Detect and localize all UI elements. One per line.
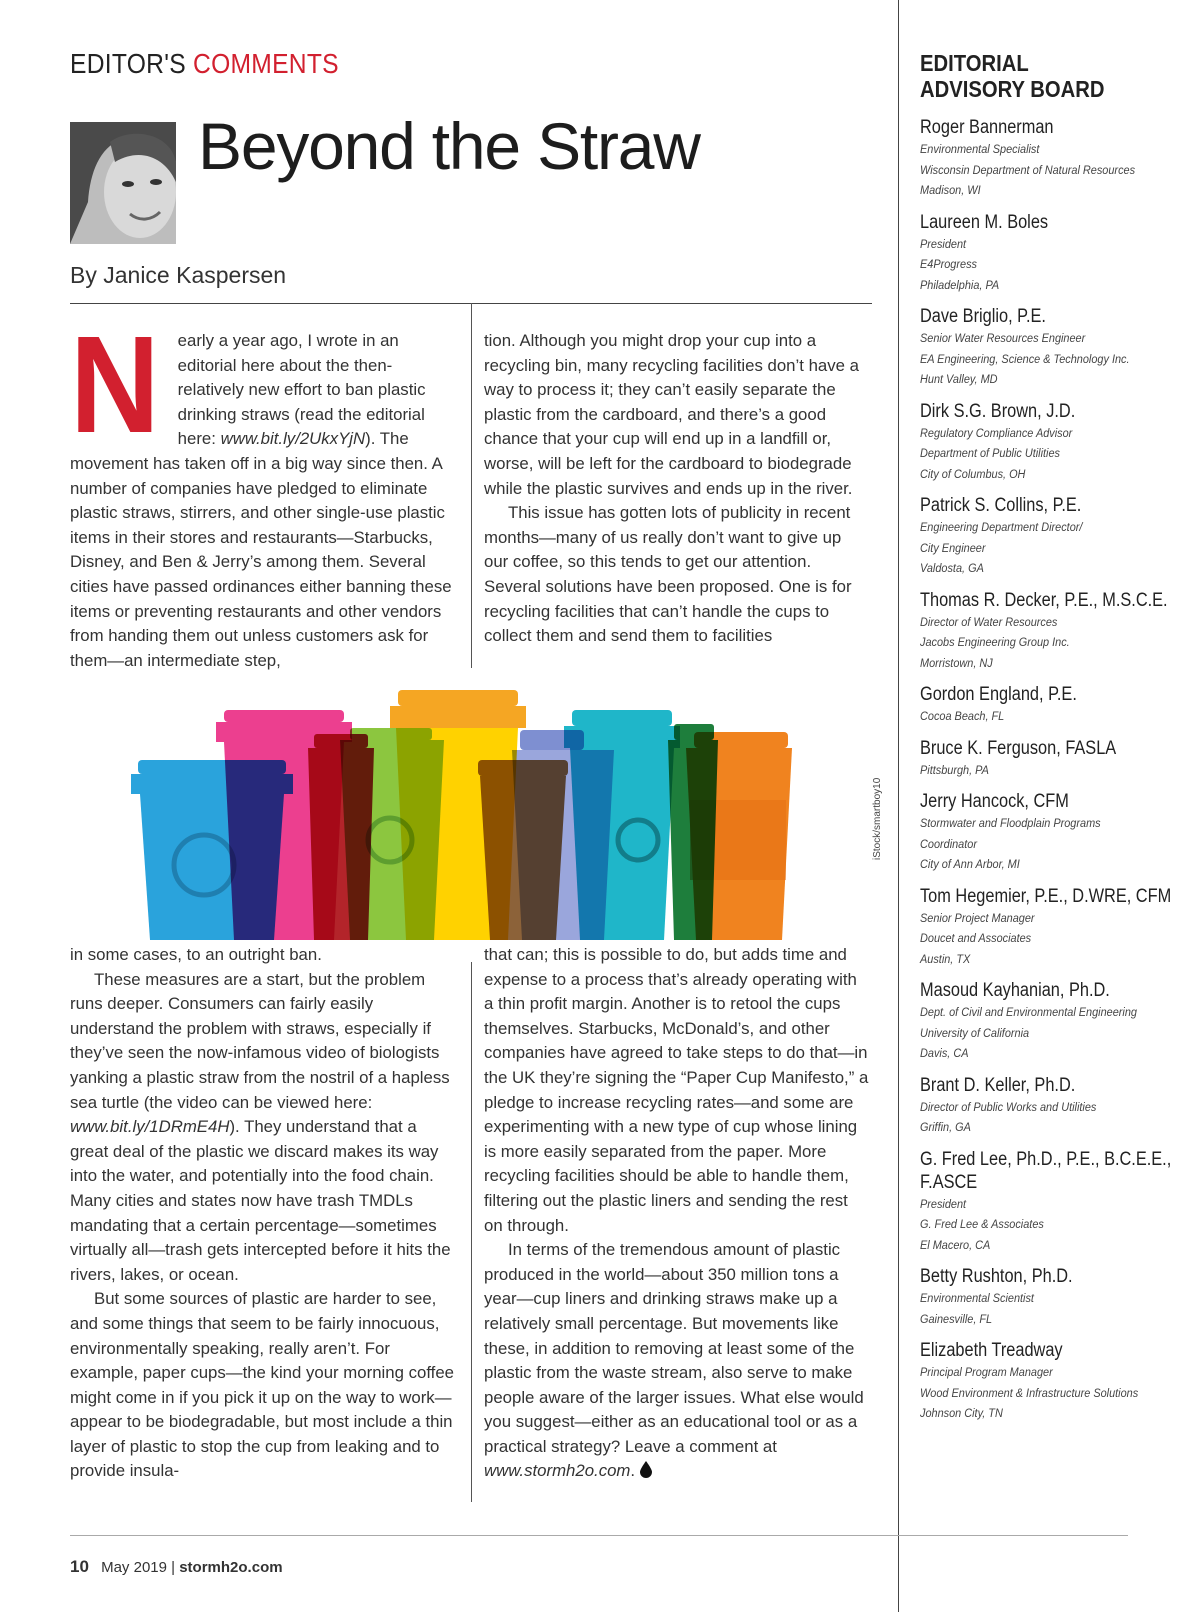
board-member: [920, 1148, 1190, 1256]
board-member-name: Tom Hegemier, P.E., D.WRE, CFM: [920, 885, 1172, 907]
paragraph: that can; this is possible to do, but adds time and expense to a process that’s already operating with a thin profit margin. Another is to retool the cups themselves. Starbucks, McDonald’s, and other companies have agreed to take steps to do that—in the UK they’re signing the “Paper Cup Manifesto,” a pledge to increase recycling rates—and some are experimenting with a new type of cup whose lining is more easily separated from the paper. More recycling facilities should be able to handle them, filtering out the plastic liners and sending the rest on through.: [484, 945, 869, 1235]
paragraph: [70, 968, 455, 1288]
article-column-3: [70, 943, 455, 1484]
board-member: [920, 494, 1190, 579]
board-member: [920, 885, 1190, 970]
website-link[interactable]: www.stormh2o.com: [484, 1461, 631, 1481]
board-member-detail: Madison, WI: [920, 183, 981, 197]
board-member-detail: University of California: [920, 1025, 1030, 1040]
board-member-detail: Senior Water Resources Engineer: [920, 331, 1086, 345]
board-member-name: Thomas R. Decker, P.E., M.S.C.E.: [920, 589, 1168, 611]
footer-separator: |: [171, 1559, 176, 1576]
board-member: [920, 400, 1190, 485]
board-member-detail: Griffin, GA: [920, 1120, 971, 1134]
board-member-detail: Dept. of Civil and Environmental Engineering: [920, 1005, 1137, 1019]
article-column-4: [484, 943, 869, 1484]
paragraph: tion. Although you might drop your cup into a recycling bin, many recycling facilities don’t have a way to process it; they can’t easily separate the plastic from the cardboard, and there’s a good chance that your cup will end up in a landfill or, worse, will be left for the cardboard to biodegrade while the plastic survives and ends up in the river.: [484, 331, 859, 498]
article-column-1: [70, 308, 455, 673]
board-member-detail: Wisconsin Department of Natural Resources: [920, 162, 1136, 177]
board-member: [920, 305, 1190, 390]
board-member: [920, 737, 1190, 781]
board-member-detail: EA Engineering, Science & Technology Inc.: [920, 351, 1130, 366]
board-member-detail: City of Columbus, OH: [920, 466, 1026, 481]
board-member-detail: Regulatory Compliance Advisor: [920, 425, 1073, 440]
board-member-detail: Hunt Valley, MD: [920, 372, 998, 386]
board-member-detail: Johnson City, TN: [920, 1406, 1003, 1420]
board-member-name: Laureen M. Boles: [920, 211, 1049, 233]
title-line: ADVISORY BOARD: [920, 76, 1105, 102]
board-member-detail: G. Fred Lee & Associates: [920, 1217, 1044, 1231]
board-member-name: G. Fred Lee, Ph.D., P.E., B.C.E.E., F.ASCE: [920, 1148, 1172, 1193]
board-member-detail: City of Ann Arbor, MI: [920, 857, 1020, 871]
column-divider-lower: [471, 962, 472, 1502]
page-footer: [70, 1557, 283, 1577]
water-drop-icon: [640, 1461, 652, 1480]
board-member-detail: E4Progress: [920, 257, 977, 271]
page-number: 10: [70, 1557, 89, 1576]
board-member-detail: Gainesville, FL: [920, 1311, 993, 1326]
board-member-detail: Cocoa Beach, FL: [920, 709, 1005, 723]
section-label: [70, 48, 339, 80]
bottom-rule: [70, 1535, 1128, 1536]
paragraph: in some cases, to an outright ban.: [70, 945, 322, 964]
article-column-2: [484, 329, 869, 649]
board-member-detail: President: [920, 236, 967, 251]
board-member-detail: Senior Project Manager: [920, 910, 1035, 925]
board-member-detail: Morristown, NJ: [920, 655, 993, 670]
board-member-detail: El Macero, CA: [920, 1237, 991, 1252]
board-member-name: Roger Bannerman: [920, 117, 1054, 138]
board-member: [920, 683, 1190, 727]
board-member: [920, 1265, 1190, 1329]
board-member: [920, 116, 1190, 201]
text-span: ). They understand that a great deal of the plastic we discard makes its way into the water, and potentially into the food chain. Many cities and states now have trash TMDLs mandating that a certain percentage—sometimes virtually all—trash gets intercepted before it hits the rivers, lakes, or ocean.: [70, 1117, 451, 1284]
board-member: [920, 979, 1190, 1064]
board-member-detail: Director of Public Works and Utilities: [920, 1099, 1097, 1114]
coffee-cups-illustration: [128, 690, 800, 942]
board-member-detail: Environmental Specialist: [920, 142, 1040, 156]
text-span: early a year ago, I wrote in an editorial here about the then-relatively new effort to ban plastic drinking straws (read the editorial here:: [177, 331, 426, 449]
board-member-name: Brant D. Keller, Ph.D.: [920, 1074, 1076, 1096]
editorial-link[interactable]: www.bit.ly/2UkxYjN: [220, 429, 366, 449]
title-line: EDITORIAL: [920, 50, 1029, 76]
board-member-detail: Coordinator: [920, 836, 977, 851]
board-member-detail: Doucet and Associates: [920, 931, 1032, 945]
board-member: [920, 589, 1190, 674]
text-span: ). The movement has taken off in a big way since then. A number of companies have pledged to eliminate plastic straws, stirrers, and other single-use plastic items in their stores and restaurants—Starbucks, Disney, and Ben & Jerry’s among them. Several cities have passed ordinances either banning these items or preventing restaurants and other vendors from handing them out unless customers ask for them—an intermediate step,: [70, 429, 452, 670]
paragraph: But some sources of plastic are harder to see, and some things that seem to be fairly innocuous, environmentally speaking, really aren’t. For example, paper cups—the kind your morning coffee might come in if you pick it up on the way to work—appear to be biodegradable, but most include a thin layer of plastic to stop the cup from leaking and to provide insula-: [70, 1289, 455, 1481]
text-span: These measures are a start, but the problem runs deeper. Consumers can fairly easily understand the problem with straws, especially if they’ve seen the now-infamous video of biologists yanking a plastic straw from the nostril of a hapless sea turtle (the video can be viewed here:: [70, 969, 450, 1112]
column-divider-upper: [471, 303, 472, 668]
section-label-black: EDITOR'S: [70, 48, 194, 79]
board-member-name: Dirk S.G. Brown, J.D.: [920, 400, 1076, 422]
board-member-name: Jerry Hancock, CFM: [920, 791, 1069, 812]
author-photo: [70, 122, 176, 244]
board-member-detail: Pittsburgh, PA: [920, 762, 989, 777]
board-member-name: Bruce K. Ferguson, FASLA: [920, 737, 1117, 759]
board-member-name: Betty Rushton, Ph.D.: [920, 1266, 1073, 1287]
board-member-name: Dave Briglio, P.E.: [920, 306, 1046, 327]
board-member: [920, 1074, 1190, 1138]
advisory-board-title: [920, 50, 1158, 102]
text-span: In terms of the tremendous amount of plastic produced in the world—about 350 million tons a year—cup liners and drinking straws make up a relatively small percentage. But movements like these, in addition to removing at least some of the plastic from the waste stream, also serve to make people aware of the larger issues. What else would you suggest—either as an educational tool or as a practical strategy? Leave a comment at: [484, 1240, 864, 1456]
board-member-detail: Stormwater and Floodplain Programs: [920, 816, 1101, 830]
board-member-list: [920, 116, 1190, 1424]
board-member-detail: President: [920, 1196, 967, 1211]
article-title: Beyond the Straw: [198, 109, 700, 183]
board-member-detail: Department of Public Utilities: [920, 446, 1060, 460]
board-member-detail: Valdosta, GA: [920, 561, 984, 575]
advisory-board-sidebar: [920, 50, 1190, 1434]
board-member: [920, 211, 1190, 296]
board-member-detail: Director of Water Resources: [920, 614, 1058, 629]
board-member-name: Gordon England, P.E.: [920, 684, 1077, 705]
board-member-name: Elizabeth Treadway: [920, 1340, 1063, 1361]
board-member-detail: Wood Environment & Infrastructure Solutions: [920, 1385, 1139, 1400]
sidebar-divider: [898, 0, 899, 1612]
board-member-name: Patrick S. Collins, P.E.: [920, 495, 1082, 516]
board-member-detail: Principal Program Manager: [920, 1365, 1053, 1379]
board-member-detail: Engineering Department Director/: [920, 520, 1083, 534]
board-member-detail: Austin, TX: [920, 951, 971, 966]
board-member: [920, 1339, 1190, 1424]
article-byline: By Janice Kaspersen: [70, 262, 287, 288]
board-member-detail: Environmental Scientist: [920, 1291, 1034, 1305]
drop-cap: N: [70, 308, 160, 462]
board-member-detail: City Engineer: [920, 540, 986, 555]
photo-credit: iStock/smartboy10: [872, 777, 883, 860]
paragraph: This issue has gotten lots of publicity in recent months—many of us really don’t want to give up our coffee, so this tends to get our attention. Several solutions have been proposed. One is for recycling facilities that can’t handle the cups to collect them and send them to facilities: [484, 503, 852, 646]
paragraph: [484, 1238, 869, 1484]
board-member: [920, 790, 1190, 875]
board-member-name: Masoud Kayhanian, Ph.D.: [920, 980, 1110, 1001]
text-span: .: [630, 1461, 636, 1481]
footer-site[interactable]: stormh2o.com: [179, 1559, 283, 1576]
board-member-detail: Philadelphia, PA: [920, 277, 1000, 292]
board-member-detail: Jacobs Engineering Group Inc.: [920, 635, 1070, 649]
section-label-red: COMMENTS: [193, 48, 339, 79]
issue-date: May 2019: [101, 1559, 167, 1576]
board-member-detail: Davis, CA: [920, 1046, 969, 1060]
video-link[interactable]: www.bit.ly/1DRmE4H: [70, 1117, 230, 1137]
